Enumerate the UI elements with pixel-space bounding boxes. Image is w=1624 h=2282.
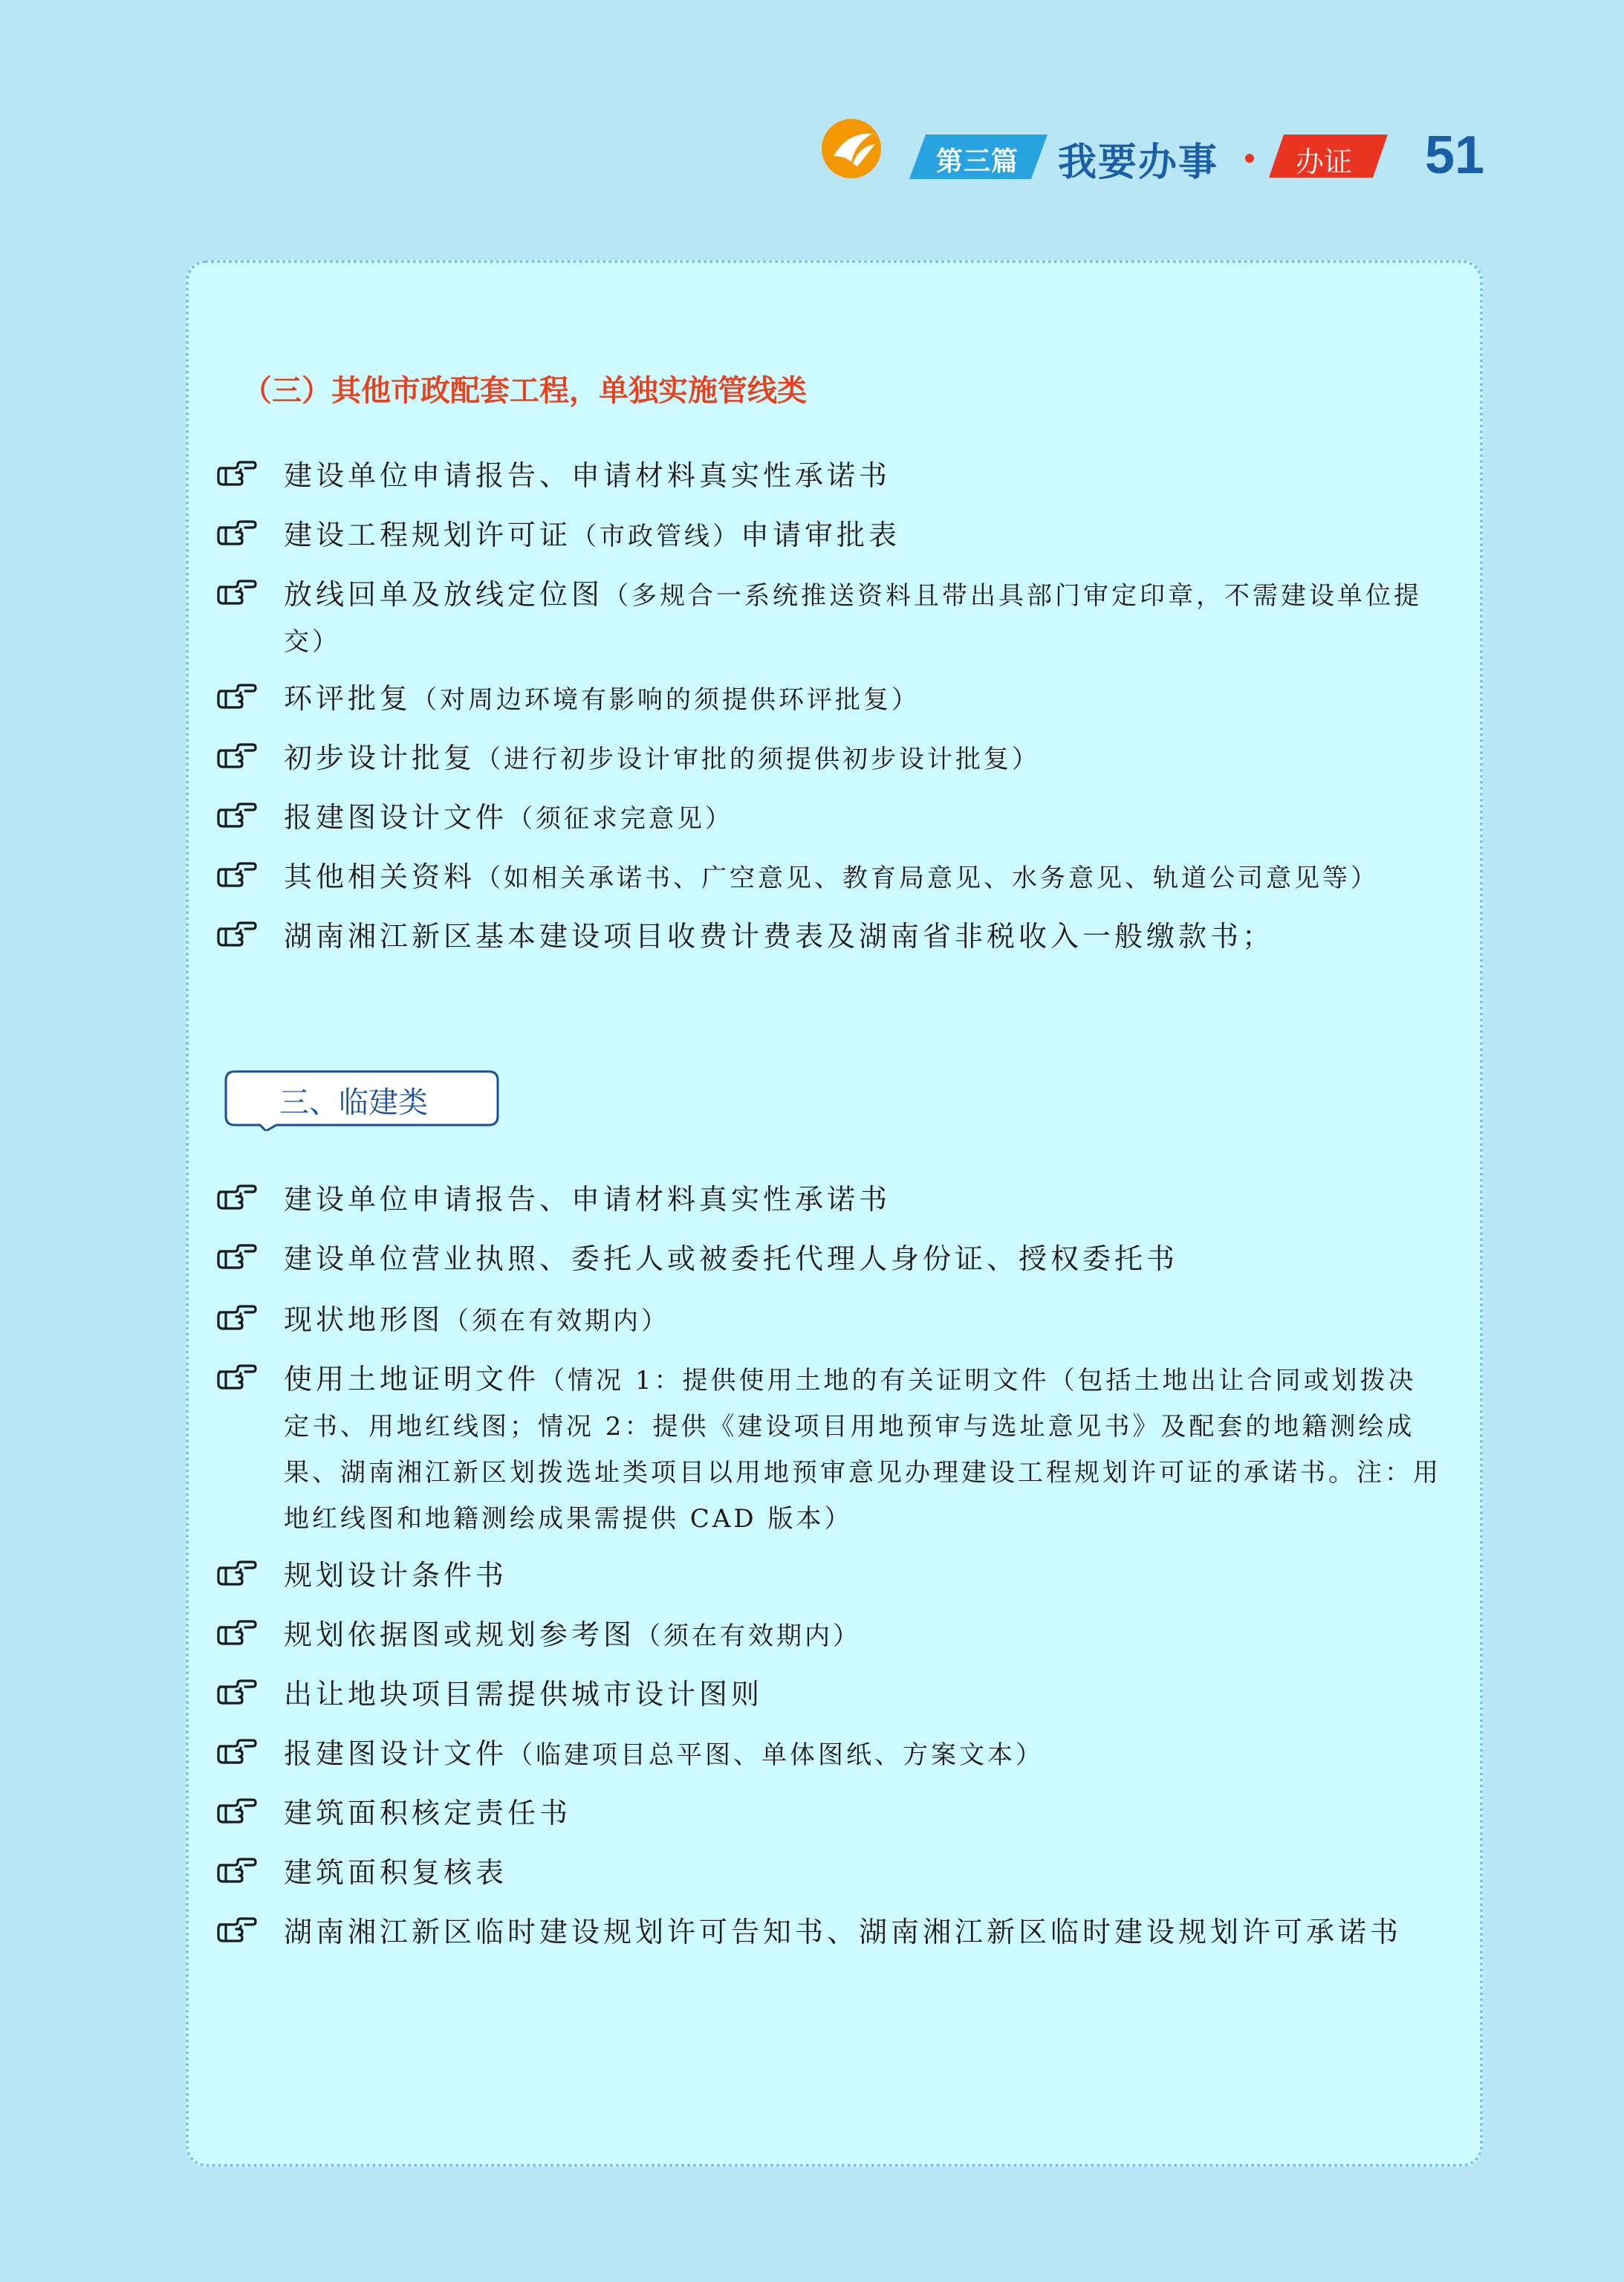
item-main-text: 其他相关资料 bbox=[284, 860, 476, 893]
sub-tag bbox=[1269, 134, 1388, 178]
item-note-text: （市政管线） bbox=[571, 522, 741, 551]
list-item-text bbox=[284, 1850, 1443, 1895]
item-main-text: 建筑面积复核表 bbox=[284, 1856, 508, 1889]
pointing-hand-icon bbox=[217, 1736, 257, 1766]
pointing-hand-icon bbox=[217, 1181, 257, 1211]
pointing-hand-icon bbox=[217, 1617, 257, 1647]
list-item-text bbox=[284, 1910, 1443, 1954]
item-note-text: （须征求完意见） bbox=[507, 804, 734, 834]
item-tail-text: 申请审批表 bbox=[741, 519, 901, 551]
pointing-hand-icon bbox=[217, 458, 257, 487]
item-main-text: 建设单位营业执照、委托人或被委托代理人身份证、授权委托书 bbox=[284, 1242, 1179, 1275]
item-main-text: 放线回单及放线定位图 bbox=[284, 578, 604, 611]
pointing-hand-icon bbox=[217, 577, 257, 606]
pointing-hand-icon bbox=[217, 517, 257, 547]
pointing-hand-icon bbox=[217, 1361, 257, 1391]
list-item-text bbox=[284, 855, 1443, 901]
item-note-text: （临建项目总平图、单体图纸、方案文本） bbox=[507, 1740, 1045, 1770]
list-item-text bbox=[284, 572, 1443, 664]
separator-dot bbox=[1245, 154, 1254, 163]
pointing-hand-icon bbox=[217, 1914, 257, 1944]
list-item-text bbox=[284, 1553, 1443, 1598]
pointing-hand-icon bbox=[217, 1855, 257, 1884]
pointing-hand-icon bbox=[217, 740, 257, 770]
item-note-text: （须在有效期内） bbox=[444, 1306, 670, 1336]
list-item-text bbox=[284, 1357, 1443, 1541]
list-item-text bbox=[284, 1297, 1443, 1343]
item-note-text: （对周边环境有影响的须提供环评批复） bbox=[412, 685, 920, 715]
item-note-text: （须在有效期内） bbox=[635, 1621, 862, 1651]
item-main-text: 报建图设计文件 bbox=[284, 801, 508, 834]
item-main-text: 湖南湘江新区基本建设项目收费计费表及湖南省非税收入一般缴款书； bbox=[284, 920, 1275, 953]
pointing-hand-icon bbox=[217, 800, 257, 829]
pointing-hand-icon bbox=[217, 1676, 257, 1706]
list-item-text bbox=[284, 914, 1443, 959]
item-main-text: 出让地块项目需提供城市设计图则 bbox=[284, 1678, 764, 1711]
category-label: 三、临建类 bbox=[279, 1086, 428, 1120]
item-note-text: （进行初步设计审批的须提供初步设计批复） bbox=[475, 745, 1041, 774]
item-main-text: 湖南湘江新区临时建设规划许可告知书、湖南湘江新区临时建设规划许可承诺书 bbox=[284, 1916, 1403, 1948]
list-item-text bbox=[284, 676, 1443, 722]
item-main-text: 建设单位申请报告、申请材料真实性承诺书 bbox=[284, 1183, 891, 1216]
item-main-text: 规划设计条件书 bbox=[284, 1559, 508, 1592]
item-main-text: 初步设计批复 bbox=[284, 742, 476, 774]
item-note-text: （多规合一系统推送资料且带出具部门审定印章，不需建设单位提交） bbox=[284, 581, 1423, 657]
pointing-hand-icon bbox=[217, 681, 257, 710]
item-main-text: 建筑面积核定责任书 bbox=[284, 1797, 572, 1829]
pointing-hand-icon bbox=[217, 1302, 257, 1332]
item-main-text: 规划依据图或规划参考图 bbox=[284, 1618, 636, 1651]
category-box bbox=[224, 1070, 499, 1131]
pointing-hand-icon bbox=[217, 1241, 257, 1271]
pointing-hand-icon bbox=[217, 918, 257, 948]
list-item-text bbox=[284, 453, 1443, 498]
list-item-text bbox=[284, 795, 1443, 841]
item-main-text: 建设工程规划许可证 bbox=[284, 519, 572, 551]
item-main-text: 建设单位申请报告、申请材料真实性承诺书 bbox=[284, 459, 891, 492]
list-item-text bbox=[284, 513, 1443, 559]
section-heading: （三）其他市政配套工程，单独实施管线类 bbox=[242, 373, 807, 408]
pointing-hand-icon bbox=[217, 859, 257, 889]
item-note-text: （如相关承诺书、广空意见、教育局意见、水务意见、轨道公司意见等） bbox=[475, 863, 1380, 893]
header-title: 我要办事 bbox=[1058, 140, 1219, 185]
list-item-text bbox=[284, 1177, 1443, 1222]
item-main-text: 现状地形图 bbox=[284, 1303, 444, 1336]
pointing-hand-icon bbox=[217, 1795, 257, 1825]
section-tag bbox=[909, 134, 1048, 179]
bird-logo-icon bbox=[820, 117, 883, 180]
item-main-text: 环评批复 bbox=[284, 682, 412, 715]
list-item-text bbox=[284, 1791, 1443, 1835]
item-main-text: 使用土地证明文件 bbox=[284, 1363, 540, 1396]
list-item-text bbox=[284, 1236, 1443, 1281]
list-item-text bbox=[284, 1731, 1443, 1777]
list-item-text bbox=[284, 1672, 1443, 1717]
item-main-text: 报建图设计文件 bbox=[284, 1737, 508, 1770]
page-header bbox=[0, 0, 1624, 223]
list-item-text bbox=[284, 1612, 1443, 1659]
list-item-text bbox=[284, 736, 1443, 782]
pointing-hand-icon bbox=[217, 1557, 257, 1587]
section-label: 第三篇 bbox=[936, 146, 1019, 177]
sub-label: 办证 bbox=[1296, 146, 1353, 178]
item-note-text: （情况 1：提供使用土地的有关证明文件（包括土地出让合同或划拨决定书、用地红线图；情况 2：提供《建设项目用地预审与选址意见书》及配套的地籍测绘成果、湖南湘江新区划拨选址类项目以用地预审意见办理建设工程规划许可证的承诺书。注：用地红线图和地籍测绘成果需提供 CAD 版本） bbox=[284, 1366, 1441, 1534]
page-number: 51 bbox=[1425, 126, 1485, 185]
